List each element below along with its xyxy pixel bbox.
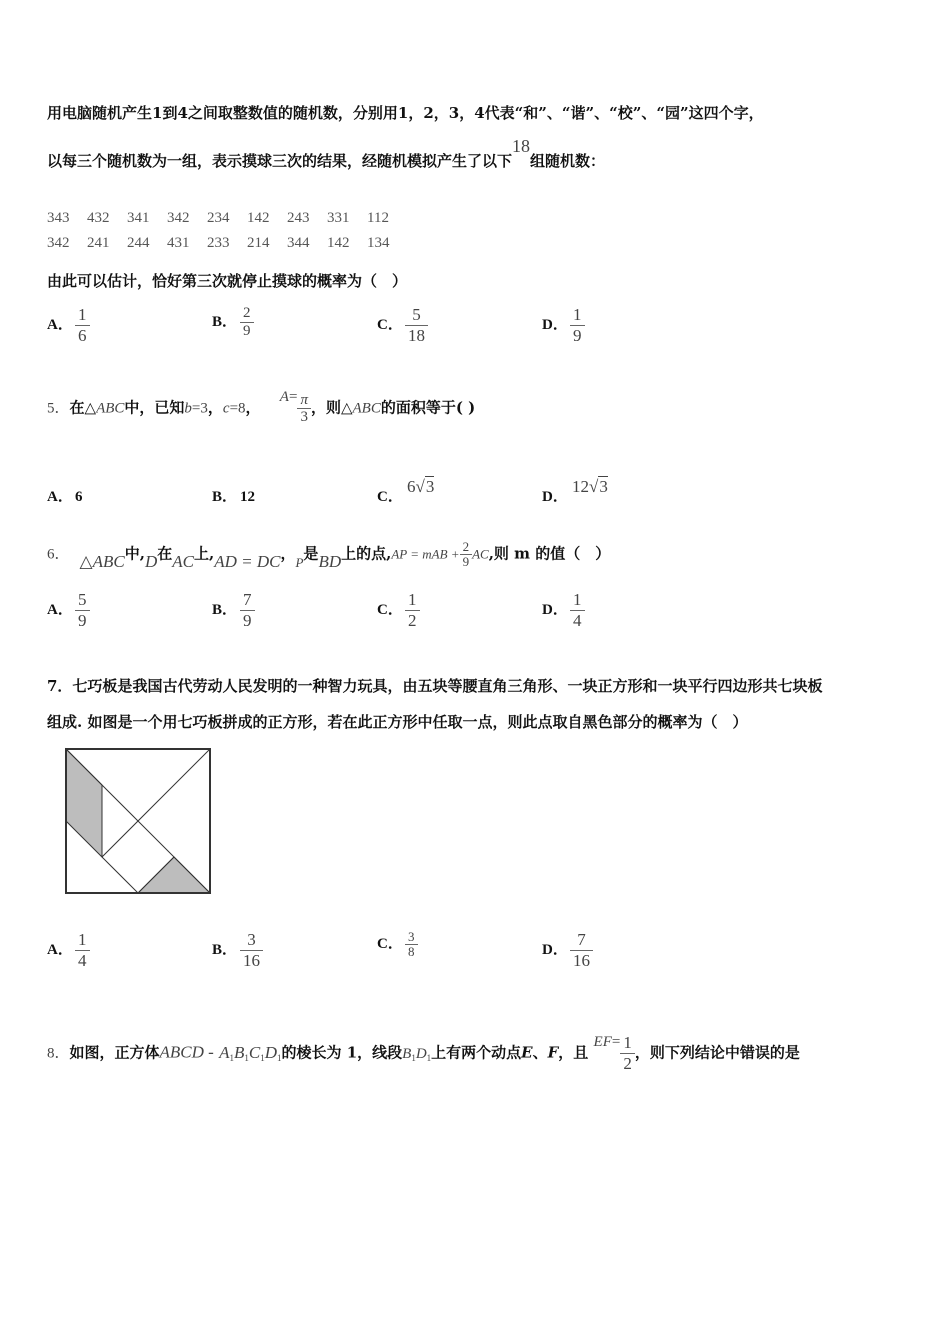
q4-line1: 用电脑随机产生1到4之间取整数值的随机数，分别用1，2，3，4代表“和”、“谐”、“校”、“园”这四个字，	[47, 104, 764, 122]
fraction: $\frac{1}{6}$	[75, 305, 90, 346]
q6-option-c[interactable]: C． $\frac{1}{2}$	[377, 590, 420, 631]
q5-line: 5．在△ABC中，已知b=3，c=8， A= $\frac{\pi}{3}$ ，则△ABC的面积等于( )	[47, 388, 476, 425]
q4-option-b[interactable]: B． $\frac{2}{9}$	[212, 305, 254, 340]
fraction: $\frac{2}{9}$	[240, 305, 254, 340]
q7-option-b[interactable]: B． $\frac{3}{16}$	[212, 930, 263, 971]
vector-fraction: $\frac{2}{9}$	[460, 540, 473, 569]
q4-option-a[interactable]: A． $\frac{1}{6}$	[47, 305, 90, 346]
fraction: $\frac{7}{9}$	[240, 590, 255, 631]
q4-line2: 以每三个随机数为一组，表示摸球三次的结果，经随机模拟产生了以下18组随机数：	[47, 136, 606, 170]
q5-option-a[interactable]: A． 6	[47, 489, 83, 505]
q5-option-c[interactable]: C．6√3	[377, 477, 435, 505]
fraction: $\frac{5}{9}$	[75, 590, 90, 631]
shaded-parallelogram	[66, 749, 102, 857]
q4-question: 由此可以估计，恰好第三次就停止摸球的概率为（ ）	[47, 272, 408, 290]
q6-option-a[interactable]: A． $\frac{5}{9}$	[47, 590, 90, 631]
q7-line2: 组成. 如图是一个用七巧板拼成的正方形，若在此正方形中任取一点，则此点取自黑色部分的概率为（ ）	[47, 713, 748, 731]
fraction: $\frac{1}{2}$	[405, 590, 420, 631]
fraction: $\frac{1}{4}$	[570, 590, 585, 631]
angle-fraction: $\frac{\pi}{3}$	[297, 392, 311, 425]
a1-b1-c1-d1: $A_1B_1C_1D_1$	[219, 1042, 282, 1063]
ef-fraction: $\frac{1}{2}$	[620, 1033, 635, 1074]
fraction: $\frac{3}{16}$	[240, 930, 263, 971]
q8-line: 8．如图，正方体ABCD - $A_1B_1C_1D_1$的棱长为 1，线段$B_1D_1$上有两个动点E、F，且 EF= $\frac{1}{2}$ ，则下列结论中错误的是	[47, 1033, 800, 1073]
shaded-triangle	[138, 857, 210, 893]
q6-option-d[interactable]: D． $\frac{1}{4}$	[542, 590, 585, 631]
fraction: $\frac{5}{18}$	[405, 305, 428, 346]
inner-edge-2	[102, 857, 138, 893]
fraction: $\frac{7}{16}$	[570, 930, 593, 971]
q6-option-b[interactable]: B． $\frac{7}{9}$	[212, 590, 255, 631]
fraction: $\frac{1}{4}$	[75, 930, 90, 971]
q7-line1: 7．七巧板是我国古代劳动人民发明的一种智力玩具，由五块等腰直角三角形、一块正方形和一块平行四边形共七块板	[47, 677, 823, 695]
q7-option-c[interactable]: C． $\frac{3}{8}$	[377, 930, 418, 959]
fraction: $\frac{1}{9}$	[570, 305, 585, 346]
b1-d1: $B_1D_1$	[402, 1045, 432, 1063]
diagonal-anti	[102, 749, 210, 857]
fraction: $\frac{3}{8}$	[405, 930, 418, 959]
q4-option-c[interactable]: C． $\frac{5}{18}$	[377, 305, 428, 346]
tangram-figure	[63, 746, 215, 898]
random-row-1: 343 432 341 342 234 142 243 331 112	[47, 210, 389, 226]
q7-option-d[interactable]: D． $\frac{7}{16}$	[542, 930, 593, 971]
q5-option-b[interactable]: B． 12	[212, 489, 255, 505]
q5-option-d[interactable]: D．12√3	[542, 477, 608, 505]
q6-line: 6． △ABC中,D在AC上,AD = DC，P是BD上的点,AP = mAB + $\frac{2}{9}$ AC,则 m 的值（ ）	[47, 539, 611, 571]
q7-option-a[interactable]: A． $\frac{1}{4}$	[47, 930, 90, 971]
q4-option-d[interactable]: D． $\frac{1}{9}$	[542, 305, 585, 346]
random-row-2: 342 241 244 431 233 214 344 142 134	[47, 235, 390, 251]
